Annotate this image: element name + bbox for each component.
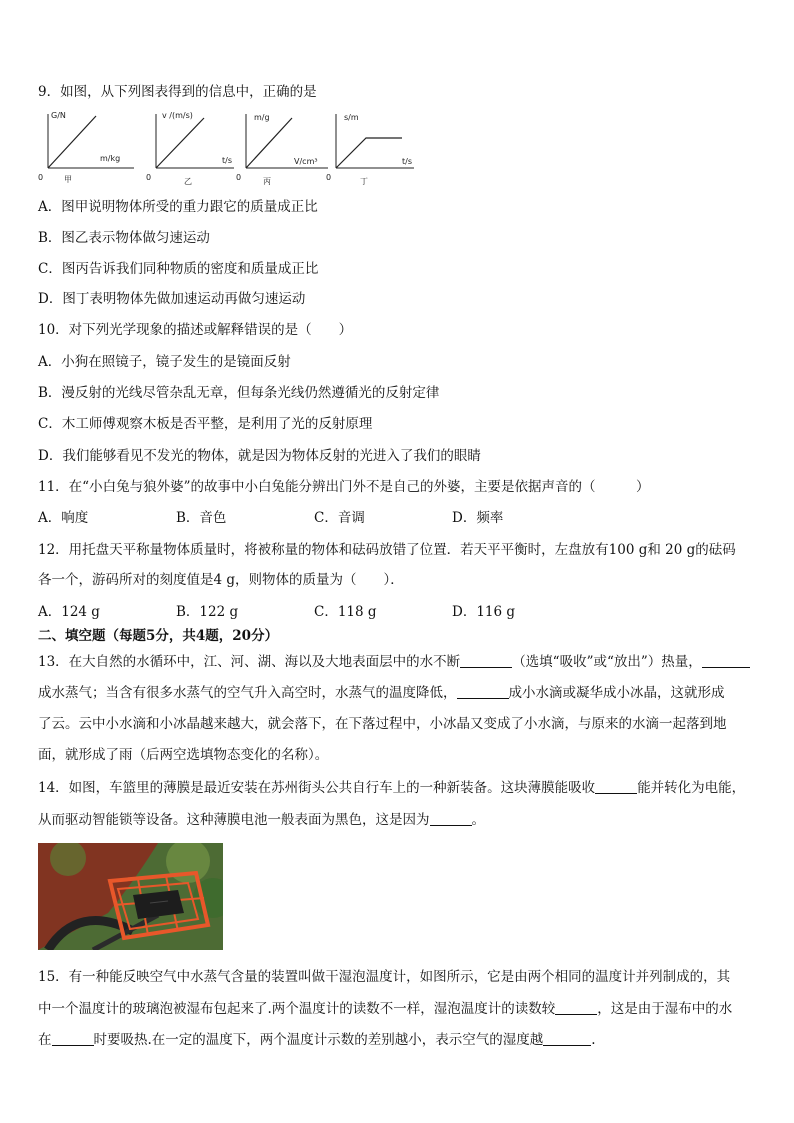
q13-text-2b: 成小水滴或凝华成小冰晶，这就形成 xyxy=(508,685,725,701)
q15-text-2a: 中一个温度计的玻璃泡被湿布包起来了.两个温度计的读数不一样，湿泡温度计的读数较 xyxy=(38,1001,556,1017)
q13-line1 xyxy=(38,652,750,672)
q11-option-d: D．频率 xyxy=(452,510,504,526)
q11-option-b: B．音色 xyxy=(176,510,227,526)
q14-blank-2[interactable] xyxy=(430,811,472,826)
graph-ding-origin: 0 xyxy=(326,173,332,182)
graph-jia-ylabel: G/N xyxy=(51,111,66,120)
q11-option-c: C．音调 xyxy=(314,510,365,526)
graph-ding-caption: 丁 xyxy=(360,177,368,186)
q13-line4: 面，就形成了雨（后两空选填物态变化的名称）。 xyxy=(38,747,329,763)
q9-option-b: B．图乙表示物体做匀速运动 xyxy=(38,230,210,246)
q15-line1: 15．有一种能反映空气中水蒸气含量的装置叫做干湿泡温度计，如图所示，它是由两个相同的温度计并列制成的，其 xyxy=(38,969,731,985)
q15-blank-1[interactable] xyxy=(555,1000,597,1015)
q12-option-b: B．122 g xyxy=(176,604,239,620)
graph-yi xyxy=(146,111,234,186)
graph-ding-ylabel: s/m xyxy=(344,113,359,122)
q15-text-3b: 时要吸热.在一定的温度下，两个温度计示数的差别越小，表示空气的湿度越 xyxy=(93,1032,544,1048)
q12-line2: 各一个，游码所对的刻度值是4 g，则物体的质量为（ ）． xyxy=(38,572,404,588)
q15-text-2b: ，这是由于湿布中的水 xyxy=(597,1001,733,1017)
q15-blank-2[interactable] xyxy=(52,1031,94,1046)
graph-bing-caption: 丙 xyxy=(263,177,271,186)
q13-text-1a: 13．在大自然的水循环中，江、河、湖、海以及大地表面层中的水不断 xyxy=(38,654,461,670)
q12-line1: 12．用托盘天平称量物体质量时，将被称量的物体和砝码放错了位置．若天平平衡时，左盘放有100 g和 20 g的砝码 xyxy=(38,542,736,558)
q12-option-d: D．116 g xyxy=(452,604,516,620)
graph-ding xyxy=(326,113,414,186)
graph-yi-xlabel: t/s xyxy=(222,156,232,165)
q13-text-2a: 成水蒸气；当含有很多水蒸气的空气升入高空时，水蒸气的温度降低， xyxy=(38,685,457,701)
graph-ding-xlabel: t/s xyxy=(402,157,412,166)
q14-line2 xyxy=(38,810,485,830)
graph-jia-xlabel: m/kg xyxy=(100,154,121,163)
section-heading: 二、填空题（每题5分，共4题，20分） xyxy=(38,628,279,644)
bicycle-basket-photo xyxy=(38,843,223,950)
graph-yi-caption: 乙 xyxy=(184,177,192,186)
graph-bing-origin: 0 xyxy=(236,173,242,182)
graph-jia-origin: 0 xyxy=(38,173,44,182)
q12-option-a: A．124 g xyxy=(38,604,100,620)
q9-option-c: C．图丙告诉我们同种物质的密度和质量成正比 xyxy=(38,261,319,277)
graph-yi-ylabel: v /(m/s) xyxy=(162,111,193,120)
q15-line3 xyxy=(38,1030,596,1050)
q13-line3: 了云。云中小水滴和小冰晶越来越大，就会落下，在下落过程中，小冰晶又变成了小水滴，与原来的水滴一起落到地 xyxy=(38,716,727,732)
q9-stem: 9．如图，从下列图表得到的信息中，正确的是 xyxy=(38,84,317,100)
q9-graphs xyxy=(38,108,414,190)
q10-option-b: B．漫反射的光线尽管杂乱无章，但每条光线仍然遵循光的反射定律 xyxy=(38,385,440,401)
q13-blank-3[interactable] xyxy=(457,684,509,699)
q10-option-a: A．小狗在照镜子，镜子发生的是镜面反射 xyxy=(38,354,291,370)
q11-option-a: A．响度 xyxy=(38,510,89,526)
q13-blank-2[interactable] xyxy=(702,653,750,668)
q9-option-a: A．图甲说明物体所受的重力跟它的质量成正比 xyxy=(38,199,318,215)
graph-bing xyxy=(236,113,328,186)
graph-yi-origin: 0 xyxy=(146,173,152,182)
q14-text-1a: 14．如图，车篮里的薄膜是最近安装在苏州街头公共自行车上的一种新装备。这块薄膜能吸收 xyxy=(38,780,596,796)
q14-text-2b: 。 xyxy=(471,812,485,828)
q15-text-3a: 在 xyxy=(38,1032,52,1048)
graph-bing-ylabel: m/g xyxy=(254,113,270,122)
graph-jia-caption: 甲 xyxy=(64,175,72,184)
graph-jia xyxy=(38,111,134,184)
q14-line1 xyxy=(38,778,745,798)
q10-stem: 10．对下列光学现象的描述或解释错误的是（ ） xyxy=(38,322,353,338)
q9-option-d: D．图丁表明物体先做加速运动再做匀速运动 xyxy=(38,291,306,307)
q11-stem: 11．在“小白兔与狼外婆”的故事中小白兔能分辨出门外不是自己的外婆，主要是依据声音的（ ） xyxy=(38,479,650,495)
q13-line2 xyxy=(38,683,725,703)
graph-bing-xlabel: V/cm³ xyxy=(294,157,318,166)
q13-blank-1[interactable] xyxy=(460,653,512,668)
q11-options xyxy=(38,508,503,528)
q15-line2 xyxy=(38,999,732,1019)
q14-text-2a: 从而驱动智能锁等设备。这种薄膜电池一般表面为黑色，这是因为 xyxy=(38,812,430,828)
q10-option-d: D．我们能够看见不发光的物体，就是因为物体反射的光进入了我们的眼睛 xyxy=(38,448,481,464)
q13-text-1b: （选填“吸收”或“放出”）热量， xyxy=(512,654,702,670)
q12-options xyxy=(38,602,515,622)
q10-option-c: C．木工师傅观察木板是否平整，是利用了光的反射原理 xyxy=(38,416,373,432)
q14-blank-1[interactable] xyxy=(595,779,637,794)
q15-blank-3[interactable] xyxy=(543,1031,591,1046)
q14-text-1b: 能并转化为电能， xyxy=(637,780,746,796)
q15-text-3c: . xyxy=(591,1032,596,1048)
q12-option-c: C．118 g xyxy=(314,604,377,620)
